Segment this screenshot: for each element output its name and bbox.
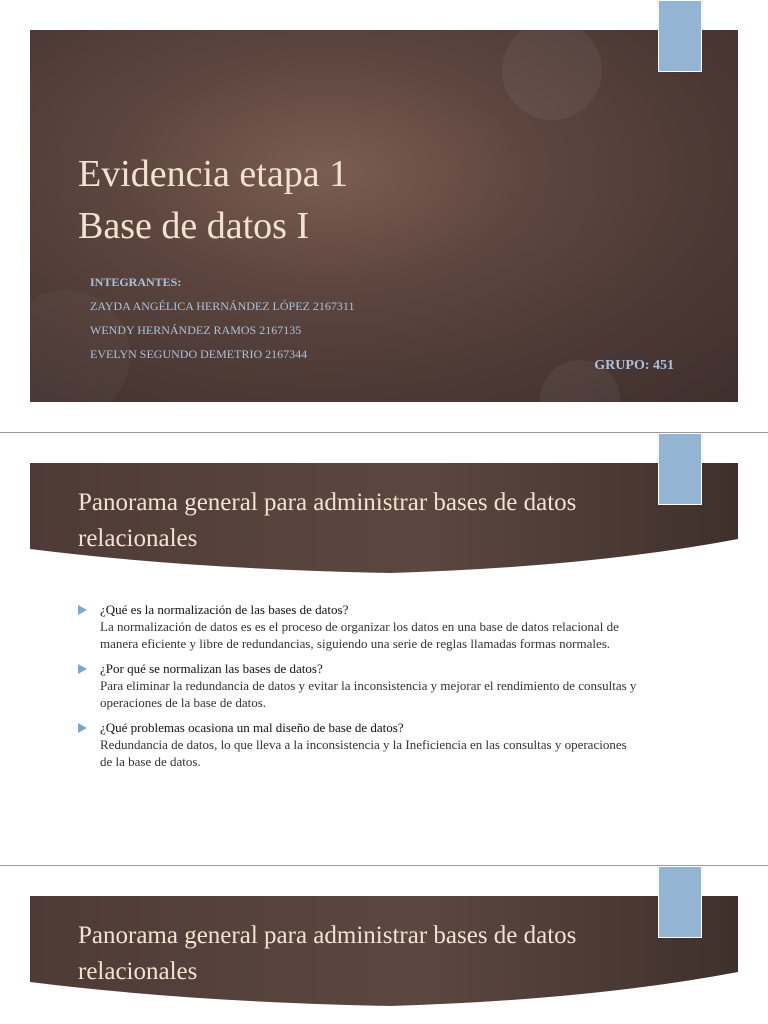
header-banner [30,896,738,1008]
slide-page-2 [0,433,768,865]
group-label: GRUPO: 451 [594,358,674,373]
answer-text: La normalización de datos es es el proceso de organizar los datos en una base de datos relacional de manera eficiente y libre de redundancias, siguiendo una serie de reglas llamadas formas normales. [100,619,619,651]
bullet-arrow-icon [78,723,87,733]
question-text: ¿Qué problemas ocasiona un mal diseño de base de datos? [100,720,404,735]
header-banner [30,463,738,575]
slide-title: Panorama general para administrar bases de datos relacionales [78,922,577,985]
answer-text: Redundancia de datos, lo que lleva a la inconsistencia y la Ineficiencia en las consultas y operaciones de la base de datos. [100,737,627,769]
member-item: WENDY HERNÁNDEZ RAMOS 2167135 [90,323,302,337]
question-text: ¿Qué es la normalización de las bases de datos? [100,602,349,617]
list-item [78,719,638,770]
answer-text: Para eliminar la redundancia de datos y evitar la inconsistencia y mejorar el rendimiento de consultas y operaciones de la base de datos. [100,678,637,710]
title-slide [30,30,738,402]
bullet-arrow-icon [78,664,87,674]
slide-title: Panorama general para administrar bases de datos relacionales [78,489,577,552]
member-item: EVELYN SEGUNDO DEMETRIO 2167344 [90,347,308,361]
bullet-list [78,601,638,778]
members-list [90,270,354,366]
bokeh-light [502,30,602,120]
accent-tab [658,866,702,938]
slide-page-3 [0,866,768,1024]
slide-title [78,148,348,252]
member-item: ZAYDA ANGÉLICA HERNÁNDEZ LÓPEZ 2167311 [90,299,355,313]
bullet-arrow-icon [78,605,87,615]
accent-tab [658,0,702,72]
title-line: Evidencia etapa 1 [78,153,349,195]
slide-page-1 [0,0,768,432]
subtitle-line: Base de datos I [78,205,310,247]
members-heading: INTEGRANTES: [90,275,182,289]
accent-tab [658,433,702,505]
list-item [78,660,638,711]
question-text: ¿Por qué se normalizan las bases de datos? [100,661,323,676]
list-item [78,601,638,652]
